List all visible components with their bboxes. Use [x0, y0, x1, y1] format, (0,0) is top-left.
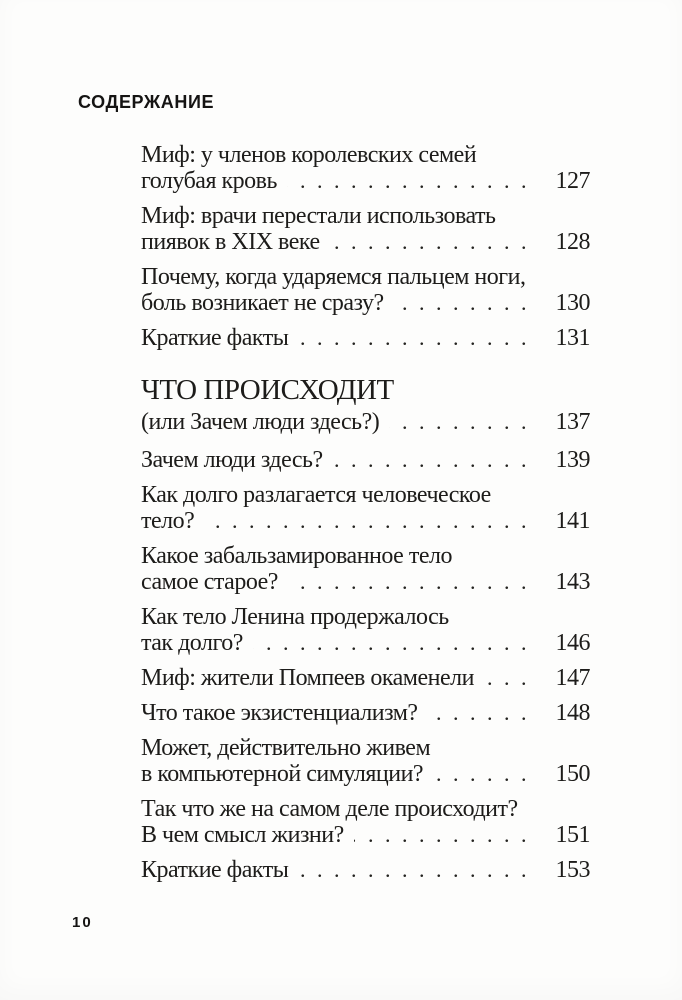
toc-page-number: 150: [555, 761, 590, 787]
toc-entry-line: Так что же на самом деле происходит?: [141, 796, 518, 822]
dot-leader: [484, 665, 538, 691]
dot-leader: [298, 325, 538, 351]
dot-leader: [288, 569, 538, 595]
toc-page-number: 127: [555, 168, 590, 194]
toc-page-number: 139: [555, 447, 590, 473]
toc-entry: [141, 604, 590, 656]
dot-leader: [253, 630, 538, 656]
dot-leader: [298, 857, 538, 883]
toc-page-number: 143: [555, 569, 590, 595]
toc-entry-line: Что такое экзистенциализм?: [141, 700, 418, 726]
dot-leader: [287, 168, 538, 194]
toc-entry-line: голубая кровь: [141, 168, 277, 194]
toc-entry: [141, 203, 590, 255]
dot-leader: [389, 407, 538, 437]
toc-entry-line: Как долго разлагается человеческое: [141, 482, 491, 508]
dot-leader: [428, 700, 538, 726]
toc-entry: [141, 482, 590, 534]
toc-page-number: 151: [555, 822, 590, 848]
toc-entry-line: самое старое?: [141, 569, 278, 595]
footer-page-number: 10: [72, 914, 93, 931]
toc-entry-line: Зачем люди здесь?: [141, 447, 323, 473]
toc-entry-line: Может, действительно живем: [141, 735, 431, 761]
toc-entry: [141, 447, 590, 473]
toc-page-number: 148: [555, 700, 590, 726]
dot-leader: [433, 761, 538, 787]
toc-entry: [141, 142, 590, 194]
toc-page-number: 147: [555, 665, 590, 691]
dot-leader: [394, 290, 538, 316]
toc-entry-line: тело?: [141, 508, 195, 534]
toc-entry: [141, 796, 590, 848]
toc-entry-line: Миф: врачи перестали использовать: [141, 203, 496, 229]
toc-page-number: 137: [555, 409, 590, 435]
toc-page-number: 128: [555, 229, 590, 255]
toc-entry-line: Как тело Ленина продержалось: [141, 604, 449, 630]
toc-page-number: 131: [555, 325, 590, 351]
toc-page-number: 146: [555, 630, 590, 656]
dot-leader: [354, 822, 538, 848]
toc-page-number: 130: [555, 290, 590, 316]
toc-entry-line: Миф: жители Помпеев окаменели: [141, 665, 474, 691]
toc-entry: [141, 665, 590, 691]
toc-entry-line: Краткие факты: [141, 857, 289, 883]
toc-page-number: 141: [555, 508, 590, 534]
toc-entry: [141, 700, 590, 726]
section-subtitle: (или Зачем люди здесь?): [141, 409, 380, 435]
toc-entry-line: так долго?: [141, 630, 243, 656]
contents-header: СОДЕРЖАНИЕ: [78, 92, 215, 112]
dot-leader: [204, 508, 538, 534]
section-title: ЧТО ПРОИСХОДИТ: [141, 374, 394, 406]
table-of-contents: [141, 142, 590, 892]
dot-leader: [330, 229, 538, 255]
toc-entry-line: Миф: у членов королевских семей: [141, 142, 477, 168]
toc-entry-line: в компьютерной симуляции?: [141, 761, 424, 787]
toc-entry: [141, 857, 590, 883]
dot-leader: [333, 447, 538, 473]
toc-entry-line: Какое забальзамированное тело: [141, 543, 452, 569]
toc-entry: [141, 264, 590, 316]
toc-entry-line: В чем смысл жизни?: [141, 822, 344, 848]
toc-entry-line: боль возникает не сразу?: [141, 290, 384, 316]
toc-entry: [141, 543, 590, 595]
toc-page-number: 153: [555, 857, 590, 883]
toc-entry: [141, 325, 590, 351]
toc-section-heading: [141, 373, 590, 437]
toc-entry-line: пиявок в XIX веке: [141, 229, 320, 255]
toc-entry-line: Краткие факты: [141, 325, 289, 351]
toc-entry-line: Почему, когда ударяемся пальцем ноги,: [141, 264, 526, 290]
toc-entry: [141, 735, 590, 787]
